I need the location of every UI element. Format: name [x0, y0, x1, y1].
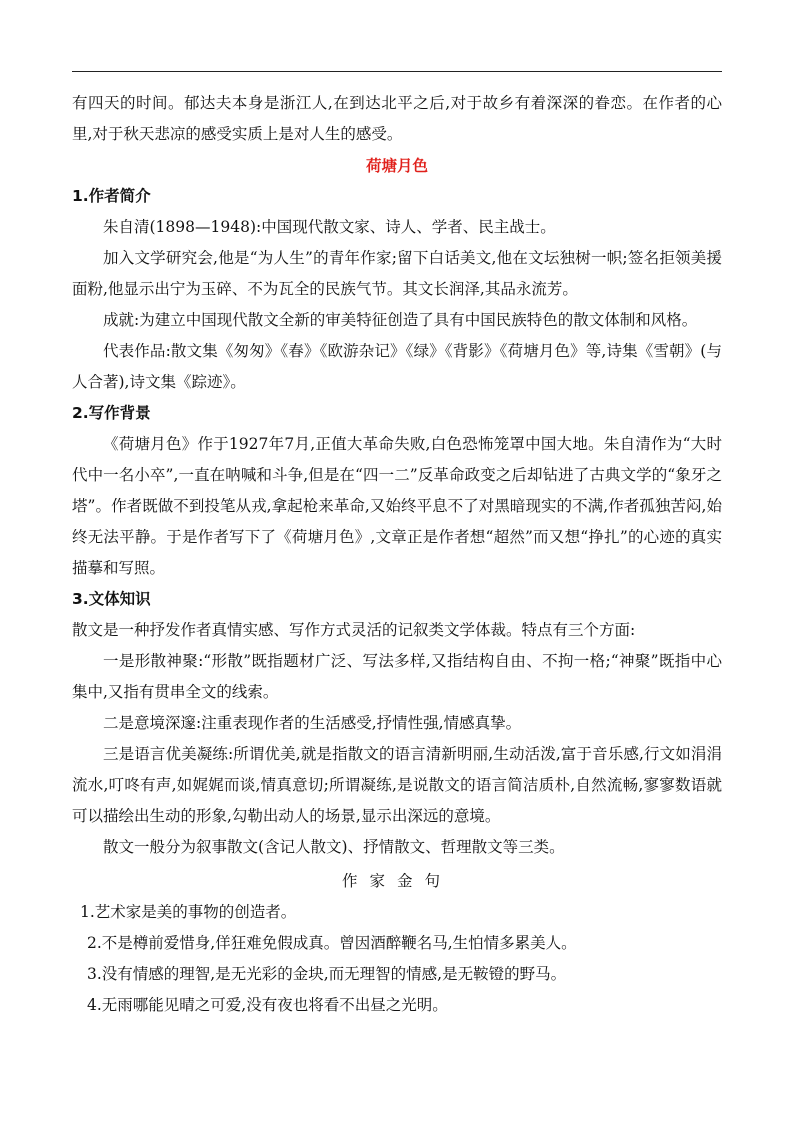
quote-item: 3.没有情感的理智,是无光彩的金块,而无理智的情感,是无鞍镫的野马。	[87, 965, 567, 983]
paragraph: 二是意境深邃:注重表现作者的生活感受,抒情性强,情感真挚。	[103, 714, 522, 732]
intro-continuation: 有四天的时间。郁达夫本身是浙江人,在到达北平之后,对于故乡有着深深的眷恋。在作者的心里,对于秋天悲凉的感受实质上是对人生的感受。	[72, 94, 722, 143]
header-rule	[72, 71, 722, 72]
lesson-title: 荷塘月色	[365, 156, 428, 175]
quote-item: 4.无雨哪能见晴之可爱,没有夜也将看不出昼之光明。	[87, 996, 448, 1014]
section-heading-background: 2.写作背景	[72, 404, 151, 422]
paragraph: 散文是一种抒发作者真情实感、写作方式灵活的记叙类文学体裁。特点有三个方面:	[72, 621, 636, 639]
paragraph: 加入文学研究会,他是“为人生”的青年作家;留下白话美文,他在文坛独树一帜;签名拒领美援面粉,他显示出宁为玉碎、不为瓦全的民族气节。其文长润泽,其品永流芳。	[72, 249, 722, 298]
paragraph: 代表作品:散文集《匆匆》《春》《欧游杂记》《绿》《背影》《荷塘月色》等,诗集《雪朝》(与人合著),诗文集《踪迹》。	[72, 342, 722, 391]
section-heading-genre: 3.文体知识	[72, 590, 151, 608]
quote-item: 1.艺术家是美的事物的创造者。	[80, 903, 297, 921]
paragraph: 三是语言优美凝练:所谓优美,就是指散文的语言清新明丽,生动活泼,富于音乐感,行文如涓涓流水,叮咚有声,如娓娓而谈,情真意切;所谓凝练,是说散文的语言简洁质朴,自然流畅,寥寥数语就可以描绘出生动的形象,勾勒出动人的场景,显示出深远的意境。	[72, 745, 722, 825]
paragraph: 《荷塘月色》作于1927年7月,正值大革命失败,白色恐怖笼罩中国大地。朱自清作为“大时代中一名小卒”,一直在呐喊和斗争,但是在“四一二”反革命政变之后却钻进了古典文学的“象牙之塔”。作者既做不到投笔从戎,拿起枪来革命,又始终平息不了对黑暗现实的不满,作者孤独苦闷,始终无法平静。于是作者写下了《荷塘月色》,文章正是作者想“超然”而又想“挣扎”的心迹的真实描摹和写照。	[72, 435, 722, 577]
paragraph: 朱自清(1898—1948):中国现代散文家、诗人、学者、民主战士。	[103, 218, 556, 236]
paragraph: 一是形散神聚:“形散”既指题材广泛、写法多样,又指结构自由、不拘一格;“神聚”既指中心集中,又指有贯串全文的线索。	[72, 652, 722, 701]
section-heading-author: 1.作者简介	[72, 187, 151, 205]
quote-item: 2.不是樽前爱惜身,佯狂难免假成真。曾因酒醉鞭名马,生怕情多累美人。	[87, 934, 577, 952]
paragraph: 成就:为建立中国现代散文全新的审美特征创造了具有中国民族特色的散文体制和风格。	[103, 311, 698, 329]
quotes-title: 作家金句	[341, 872, 452, 890]
paragraph: 散文一般分为叙事散文(含记人散文)、抒情散文、哲理散文等三类。	[103, 838, 565, 856]
page-content	[72, 88, 722, 1021]
